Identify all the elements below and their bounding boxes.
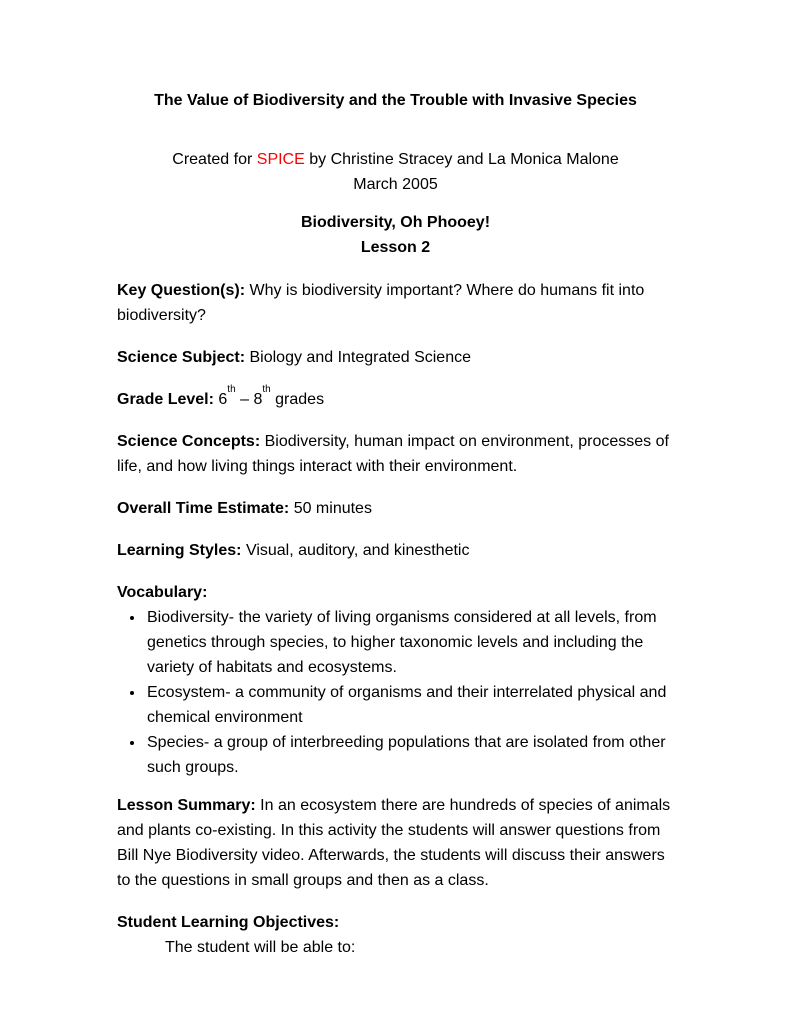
field-science-subject	[117, 345, 674, 370]
field-science-subject-text: Biology and Integrated Science	[249, 349, 471, 366]
byline-line	[117, 147, 674, 172]
field-learning-styles-text: Visual, auditory, and kinesthetic	[245, 542, 470, 559]
lesson-number: Lesson 2	[360, 239, 431, 256]
objectives-heading-label: Student Learning Objectives:	[117, 914, 340, 931]
grade-to-ordinal: th	[262, 383, 271, 395]
byline-prefix: Created for	[172, 151, 253, 168]
document-title: The Value of Biodiversity and the Trouble with Invasive Species	[154, 92, 637, 109]
field-time-estimate	[117, 496, 674, 521]
lesson-summary	[117, 793, 674, 893]
field-key-question-label: Key Question(s):	[117, 282, 246, 299]
field-science-concepts-label: Science Concepts:	[117, 433, 261, 450]
byline-block	[117, 147, 674, 197]
byline-suffix: by Christine Stracey and La Monica Malone	[309, 151, 619, 168]
field-time-estimate-text: 50 minutes	[293, 500, 372, 517]
field-time-estimate-label: Overall Time Estimate:	[117, 500, 290, 517]
field-learning-styles	[117, 538, 674, 563]
field-learning-styles-label: Learning Styles:	[117, 542, 242, 559]
vocabulary-item-species: • Species- a group of interbreeding populations that are isolated from other such groups.	[145, 730, 674, 780]
spice-highlight: SPICE	[256, 151, 305, 168]
grade-separator: –	[240, 391, 249, 408]
field-science-concepts-text: Biodiversity, human impact on environment, processes of life, and how living things interact with their environment.	[117, 433, 669, 475]
byline-date: March 2005	[353, 176, 438, 193]
field-science-subject-label: Science Subject:	[117, 349, 246, 366]
field-science-concepts	[117, 429, 674, 479]
grade-from: 6	[218, 391, 228, 408]
objectives-heading	[117, 910, 674, 935]
field-key-question-text: Why is biodiversity important? Where do humans fit into biodiversity?	[117, 282, 645, 324]
lesson-summary-text: In an ecosystem there are hundreds of species of animals and plants co-existing. In this activity the students will answer questions from Bill Nye Biodiversity video. Afterwards, the students will discuss their answers to the questions in small groups and then as a class.	[117, 797, 671, 889]
objectives-intro: The student will be able to:	[165, 939, 356, 956]
subtitle-block	[117, 210, 674, 260]
vocabulary-item-biodiversity: • Biodiversity- the variety of living organisms considered at all levels, from genetics through species, to higher taxonomic levels and including the variety of habitats and ecosystems.	[145, 605, 674, 680]
vocabulary-heading	[117, 580, 674, 605]
grade-from-ordinal: th	[227, 383, 236, 395]
grade-tail: grades	[275, 391, 325, 408]
vocabulary-item-ecosystem: • Ecosystem- a community of organisms and their interrelated physical and chemical environment	[145, 680, 674, 730]
lesson-summary-label: Lesson Summary:	[117, 797, 256, 814]
vocabulary-heading-label: Vocabulary:	[117, 584, 208, 601]
field-grade-level-label: Grade Level:	[117, 391, 214, 408]
field-grade-level	[117, 383, 674, 412]
field-key-question	[117, 278, 674, 328]
lesson-title: Biodiversity, Oh Phooey!	[300, 214, 491, 231]
vocabulary-list	[117, 605, 674, 780]
grade-to: 8	[253, 391, 263, 408]
